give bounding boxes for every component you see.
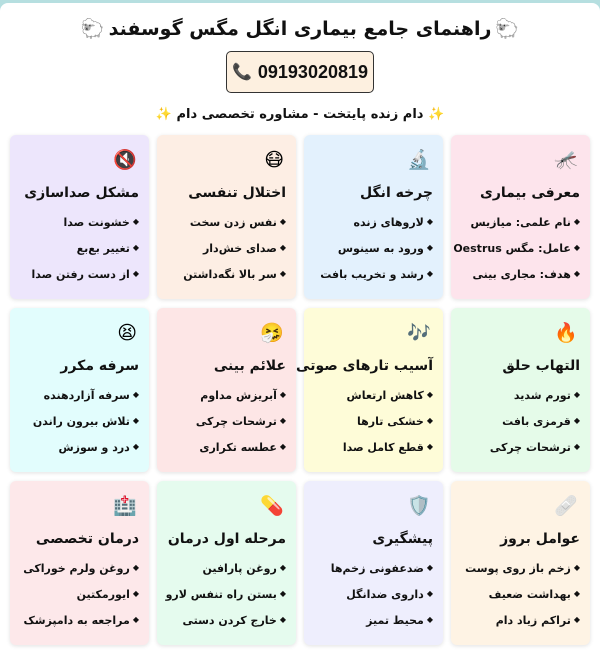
list-item-text: خارج کردن دستی [182, 614, 277, 627]
list-item [20, 261, 139, 287]
list-item-text: ترشحات چرکی [489, 441, 571, 454]
card-title: عوامل بروز [500, 531, 580, 547]
list-item-text: ضدعفونی زخم‌ها [330, 562, 424, 575]
bullet-icon: ◆ [426, 615, 433, 624]
bullet-icon: ◆ [279, 243, 286, 252]
list-item-text: خشونت صدا [63, 216, 130, 229]
music-notes-icon: 🎶 [407, 322, 431, 344]
bullet-icon: ◆ [426, 269, 433, 278]
card-list [314, 209, 433, 287]
list-item [314, 581, 433, 607]
list-item [167, 235, 286, 261]
microscope-icon: 🔬 [407, 149, 431, 171]
phone-number: 09193020819 [257, 61, 369, 82]
list-item [314, 261, 433, 287]
bandage-icon: 🩹 [554, 495, 578, 517]
sneezing-face-icon: 🤧 [260, 322, 284, 344]
list-item [167, 209, 286, 235]
list-item-text: ترشحات چرکی [195, 415, 277, 428]
bullet-icon: ◆ [426, 243, 433, 252]
list-item [167, 607, 286, 633]
list-item [20, 235, 139, 261]
bullet-icon: ◆ [132, 563, 139, 572]
list-item [461, 434, 580, 460]
mask-face-icon: 😷 [264, 149, 284, 171]
list-item [461, 607, 580, 633]
bullet-icon: ◆ [573, 269, 580, 278]
list-item-text: تغییر بع‌بع [76, 242, 130, 255]
list-item-text: قطع کامل صدا [342, 441, 424, 454]
muted-speaker-icon: 🔇 [113, 149, 137, 171]
list-item-text: قرمزی بافت [502, 415, 571, 428]
list-item-text: زخم باز روی پوست [465, 562, 571, 575]
list-item-text: هدف: مجاری بینی [472, 268, 571, 281]
bullet-icon: ◆ [573, 390, 580, 399]
list-item-text: از دست رفتن صدا [31, 268, 130, 281]
page-title-text: راهنمای جامع بیماری انگل مگس گوسفند [108, 18, 492, 40]
bullet-icon: ◆ [573, 589, 580, 598]
bullet-icon: ◆ [573, 217, 580, 226]
bullet-icon: ◆ [132, 615, 139, 624]
sparkles-icon: ✨ [427, 107, 445, 122]
list-item [20, 607, 139, 633]
bullet-icon: ◆ [279, 615, 286, 624]
bullet-icon: ◆ [279, 416, 286, 425]
list-item [314, 434, 433, 460]
list-item [453, 235, 580, 261]
bullet-icon: ◆ [132, 589, 139, 598]
info-card [157, 308, 296, 472]
bullet-icon: ◆ [279, 217, 286, 226]
phone-button[interactable] [226, 51, 374, 93]
info-card-grid [10, 135, 590, 645]
list-item [167, 581, 286, 607]
sparkles-icon: ✨ [155, 107, 172, 122]
card-list [453, 209, 580, 287]
bullet-icon: ◆ [426, 390, 433, 399]
info-card [10, 308, 149, 472]
card-title: مشکل صداسازی [24, 185, 139, 201]
list-item-text: ورود به سینوس [337, 242, 424, 255]
list-item [167, 408, 286, 434]
list-item [20, 382, 139, 408]
list-item [461, 261, 580, 287]
bullet-icon: ◆ [279, 442, 286, 451]
bullet-icon: ◆ [426, 563, 433, 572]
info-card [451, 481, 590, 645]
bullet-icon: ◆ [426, 589, 433, 598]
list-item-text: کاهش ارتعاش [346, 389, 424, 402]
info-card [10, 481, 149, 645]
list-item [167, 261, 286, 287]
phone-icon: 📞 [231, 64, 252, 81]
page [0, 3, 600, 652]
list-item [314, 382, 433, 408]
list-item [167, 555, 286, 581]
mosquito-icon: 🦟 [554, 149, 578, 171]
card-list [20, 209, 139, 287]
pill-icon: 💊 [260, 495, 284, 517]
bullet-icon: ◆ [132, 243, 139, 252]
card-title: مرحله اول درمان [167, 531, 286, 547]
list-item-text: روغن ولرم خوراکی [23, 562, 130, 575]
list-item [167, 434, 286, 460]
bullet-icon: ◆ [426, 442, 433, 451]
list-item-text: روغن پارافین [202, 562, 277, 575]
bullet-icon: ◆ [132, 416, 139, 425]
tagline [0, 105, 600, 125]
info-card [296, 308, 443, 472]
list-item-text: محیط تمیز [366, 614, 424, 627]
list-item [314, 555, 433, 581]
list-item-text: آبریزش مداوم [200, 389, 277, 402]
bullet-icon: ◆ [132, 390, 139, 399]
list-item-text: تلاش بیرون راندن [32, 415, 130, 428]
list-item [314, 607, 433, 633]
card-list [167, 382, 286, 460]
card-title: معرفی بیماری [480, 185, 580, 201]
list-item-text: سر بالا نگه‌داشتن [183, 268, 277, 281]
hospital-icon: 🏥 [113, 495, 137, 517]
tagline-text: دام زنده پایتخت - مشاوره تخصصی دام [176, 107, 424, 122]
bullet-icon: ◆ [279, 589, 286, 598]
list-item [461, 382, 580, 408]
list-item-text: تورم شدید [513, 389, 571, 402]
bullet-icon: ◆ [279, 269, 286, 278]
list-item [20, 408, 139, 434]
bullet-icon: ◆ [573, 442, 580, 451]
list-item [314, 408, 433, 434]
bullet-icon: ◆ [279, 563, 286, 572]
bullet-icon: ◆ [573, 615, 580, 624]
card-list [20, 555, 139, 633]
bullet-icon: ◆ [132, 217, 139, 226]
list-item [314, 235, 433, 261]
list-item [20, 581, 139, 607]
list-item-text: نام علمی: میازیس [470, 216, 571, 229]
bullet-icon: ◆ [426, 217, 433, 226]
info-card [10, 135, 149, 299]
bullet-icon: ◆ [573, 243, 580, 252]
list-item [461, 408, 580, 434]
list-item-text: عامل: مگس Oestrus [453, 242, 571, 255]
card-title: التهاب حلق [502, 358, 580, 374]
page-title [0, 13, 600, 45]
list-item-text: بستن راه تنفس لارو [165, 588, 277, 601]
list-item-text: رشد و تخریب بافت [320, 268, 424, 281]
bullet-icon: ◆ [573, 563, 580, 572]
card-list [20, 382, 139, 460]
list-item-text: مراجعه به دامپزشک [23, 614, 130, 627]
card-title: سرفه مکرر [60, 358, 139, 374]
list-item [20, 555, 139, 581]
bullet-icon: ◆ [279, 390, 286, 399]
list-item-text: درد و سوزش [58, 441, 130, 454]
info-card [157, 481, 296, 645]
tired-face-icon: 😫 [117, 322, 137, 344]
card-list [167, 209, 286, 287]
list-item-text: نفس زدن سخت [189, 216, 277, 229]
sheep-icon: 🐑 [80, 18, 105, 40]
list-item-text: تراکم زیاد دام [495, 614, 571, 627]
list-item [20, 209, 139, 235]
bullet-icon: ◆ [573, 416, 580, 425]
list-item-text: عطسه تکراری [199, 441, 277, 454]
fire-icon: 🔥 [554, 322, 578, 344]
card-title: آسیب تارهای صوتی [296, 358, 433, 374]
list-item [167, 382, 286, 408]
list-item [20, 434, 139, 460]
list-item-text: ایورمکتین [76, 588, 130, 601]
card-title: پیشگیری [372, 531, 433, 547]
bullet-icon: ◆ [132, 442, 139, 451]
list-item [314, 209, 433, 235]
sheep-icon: 🐑 [495, 18, 520, 40]
card-list [167, 555, 286, 633]
card-title: درمان تخصصی [35, 531, 139, 547]
list-item [461, 209, 580, 235]
list-item [461, 555, 580, 581]
card-title: اختلال تنفسی [188, 185, 286, 201]
info-card [451, 308, 590, 472]
list-item-text: سرفه آزاردهنده [43, 389, 130, 402]
list-item-text: صدای خش‌دار [202, 242, 277, 255]
card-list [314, 555, 433, 633]
info-card [157, 135, 296, 299]
card-title: علائم بینی [213, 358, 286, 374]
card-list [461, 382, 580, 460]
list-item-text: خشکی تارها [357, 415, 424, 428]
bullet-icon: ◆ [426, 416, 433, 425]
card-list [314, 382, 433, 460]
card-list [461, 555, 580, 633]
bullet-icon: ◆ [132, 269, 139, 278]
shield-icon: 🛡️ [407, 495, 431, 517]
info-card [304, 135, 443, 299]
list-item-text: داروی ضدانگل [346, 588, 424, 601]
card-title: چرخه انگل [360, 185, 433, 201]
list-item-text: لاروهای زنده [353, 216, 424, 229]
list-item-text: بهداشت ضعیف [488, 588, 571, 601]
header [0, 3, 600, 125]
info-card [304, 481, 443, 645]
info-card [451, 135, 590, 299]
list-item [461, 581, 580, 607]
